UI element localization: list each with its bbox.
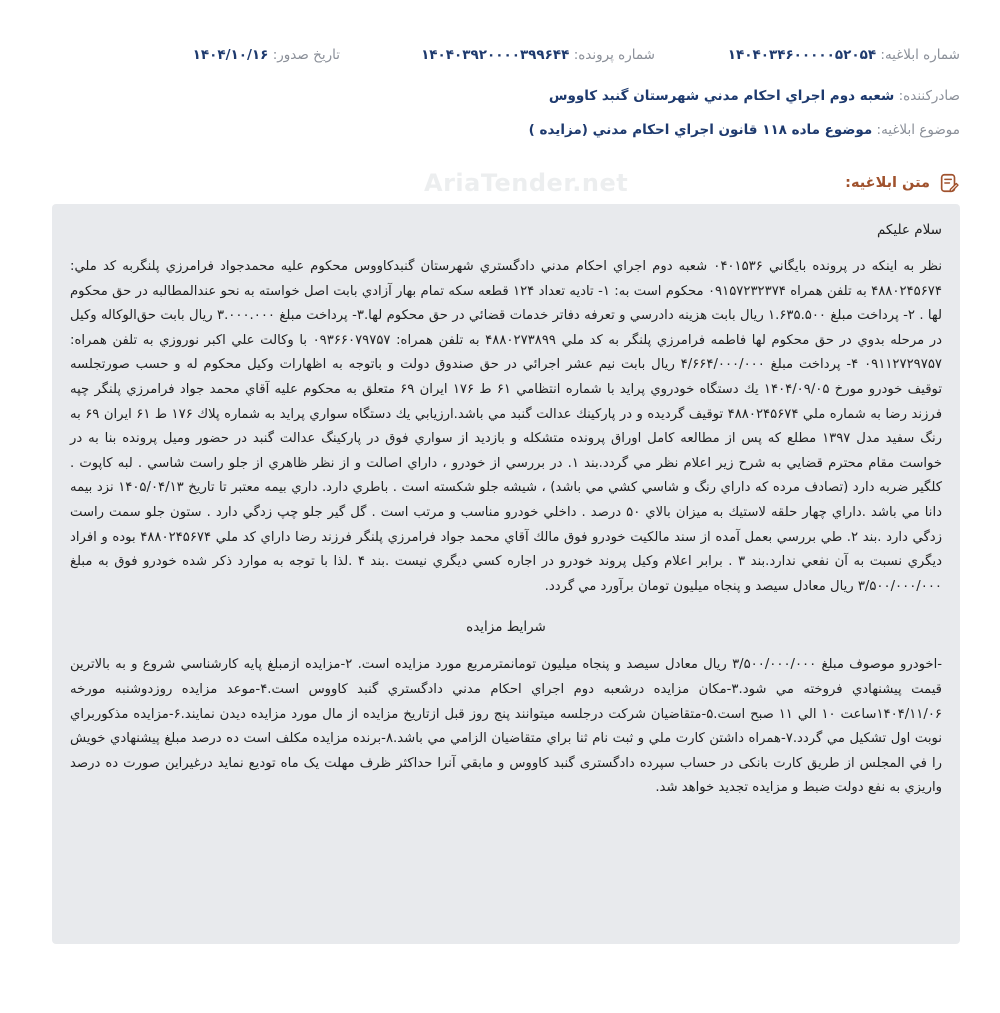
document-edit-icon <box>938 172 960 194</box>
watermark-text: AriaTender.net <box>424 169 629 197</box>
case-number <box>421 47 655 63</box>
notice-text-heading-label: متن ابلاغيه: <box>845 175 930 191</box>
issue-date-value: ۱۴۰۴/۱۰/۱۶ <box>192 47 269 63</box>
notice-number-label: شماره ابلاغيه: <box>880 47 960 63</box>
notice-text-heading <box>845 172 960 194</box>
case-number-label: شماره پرونده: <box>573 47 655 63</box>
notice-content-box <box>52 204 960 944</box>
notice-number <box>728 47 960 63</box>
issue-date-label: تاريخ صدور: <box>272 47 340 63</box>
issuer-value: شعبه دوم اجراي احكام مدني شهرستان گنبد كاووس <box>548 88 895 104</box>
subject-row <box>529 122 960 138</box>
issue-date <box>193 47 340 63</box>
subject-label: موضوع ابلاغيه: <box>876 122 960 138</box>
issuer-label: صادرکننده: <box>898 88 960 104</box>
greeting: سلام عليكم <box>876 222 942 238</box>
watermark <box>420 165 629 201</box>
main-paragraph: نظر به اينكه در پرونده بايگاني ۰۴۰۱۵۳۶ شعبه دوم اجراي احكام مدني دادگستري شهرستان گنبدكاووس محكوم عليه محمدجواد فرامرزي پلنگربه كد ملي: ۴۸۸۰۲۴۵۶۷۴ به تلفن همراه ۰۹۱۵۷۲۳۲۳۷۴ محكوم است به: ۱- تاديه تعداد ۱۲۴ قطعه سكه تمام بهار آزادي بابت اصل خواسته به نحو عندالمطالبه در حق محكوم لها . ۲- پرداخت مبلغ ۱.۶۳۵.۵۰۰ ريال بابت هزينه دادرسي و تعرفه دفاتر خدمات قضائي در حق محكوم لها.۳- پرداخت مبلغ ۳.۰۰۰.۰۰۰ ريال بابت حق‌الوكاله وكيل در مرحله بدوي در حق محكوم لها فاطمه فرامرزي پلنگر به كد ملي ۴۸۸۰۲۷۳۸۹۹ به تلفن همراه: ۰۹۳۶۶۰۷۹۷۵۷ با وكالت علي اكبر نوروزي به تلفن همراه: ۰۹۱۱۲۷۲۹۷۵۷ ۴- پرداخت مبلغ ۴/۶۶۴/۰۰۰/۰۰۰ ريال بابت نيم عشر اجرائي در حق صندوق دولت و باتوجه به اظهارات وكيل محكوم له و حسب صورتجلسه توقيف خودرو مورخ ۱۴۰۴/۰۹/۰۵ يك دستگاه خودروي پرايد با شماره انتظامي ۶۱ ط ۱۷۶ ايران ۶۹ متعلق به محكوم عليه آقاي محمد جواد فرامرزي پلنگر چپه فرزند رضا به شماره ملي ۴۸۸۰۲۴۵۶۷۴ توقيف گرديده و در پاركينك عدالت گنبد مي باشد.ارزيابي يك دستگاه سواري پرايد به شماره پلاك ۱۷۶ ط ۶۱ ايران ۶۹ به رنگ سفيد مدل ۱۳۹۷ مطلع كه پس از مطالعه كامل اوراق پرونده متشكله و بازديد از سواري فوق در پاركينگ عدالت گنبد در حضور وميل پرونده بنا به در خواست مقام محترم قضايي به شرح زير اعلام نظر مي گردد.بند ۱. در بررسي از خودرو ، داراي اصالت و از نظر ظاهري از جلو راست شاسي . لبه كاپوت . كلگير ضربه دارد (تصادف مرده كه داراي رنگ و شاسي كشي مي باشد) ، شيشه جلو شكسته است . باطري دارد. داري بيمه معتبر تا تاريخ ۱۴۰۵/۰۴/۱۳ نزد بيمه دانا مي باشد .داراي چهار حلقه لاستيك به ميزان بالاي ۵۰ درصد . داخلي خودرو مناسب و مرتب است . گل گير جلو چپ زدگي دارد . ستون جلو سمت راست زدگي دارد .بند ۲. طي بررسي بعمل آمده از سند مالكيت خودرو فوق مالك آقاي محمد جواد فرامرزي پلنگر فرزند رضا داراي كد ملي ۴۸۸۰۲۴۵۶۷۴ بوده و افراد ديگري نسبت به آن نفعي ندارد.بند ۳ . برابر اعلام وكيل پروند خودرو در اجاره كسي ديگري نيست .بند ۴ .لذا با توجه به موارد ذكر شده خودرو فوق به مبلغ ۳/۵۰۰/۰۰۰/۰۰۰ ريال معادل سيصد و پنجاه ميليون تومان برآورد مي گردد. <box>70 259 943 594</box>
case-number-value: ۱۴۰۴۰۳۹۲۰۰۰۰۳۹۹۶۴۴ <box>421 47 570 63</box>
issuer-row <box>549 88 960 104</box>
notice-number-value: ۱۴۰۴۰۳۴۶۰۰۰۰۰۵۲۰۵۴ <box>727 47 877 63</box>
auction-conditions-heading: شرايط مزايده <box>466 619 546 636</box>
subject-value: موضوع ماده ۱۱۸ قانون اجراي احکام مدني (مزايده ) <box>528 122 873 138</box>
auction-conditions-paragraph: -اخودرو موصوف مبلغ ۳/۵۰۰/۰۰۰/۰۰۰ ريال معادل سيصد و پنجاه ميليون تومانمترمربع مورد مزايده است. ۲-مزايده ازمبلغ پايه كارشناسي شروع و به بالاترين قيمت پيشنهادي فروخته مي شود.۳-مكان مزايده درشعبه دوم اجراي احكام مدني دادگستري گنبد كاووس است.۴-موعد مزايده روزدوشنبه مورخه ۱۴۰۴/۱۱/۰۶ساعت ۱۰ الي ۱۱ صبح است.۵-متقاضيان شركت درجلسه ميتوانند پنج روز قبل ازتاريخ مزايده از مال مورد مزايده ديدن نمايند.۶-مزايده مذكوربراي نوبت اول تشكيل مي گردد.۷-همراه داشتن كارت ملي و ثبت نام ثنا براي متقاضيان الزامي مي باشد.۸-برنده مزايده مكلف است ده درصد مبلغ پيشنهادي خويش را في المجلس از طريق کارت بانکی در حساب سپرده دادگستری گنبد کاووس و مابقي آنرا حداکثر ظرف مهلت یک ماه توديع نمايد درغيراين صورت ده درصد واريزي به نفع دولت ضبط و مزايده تجديد خواهد شد. <box>70 657 943 796</box>
